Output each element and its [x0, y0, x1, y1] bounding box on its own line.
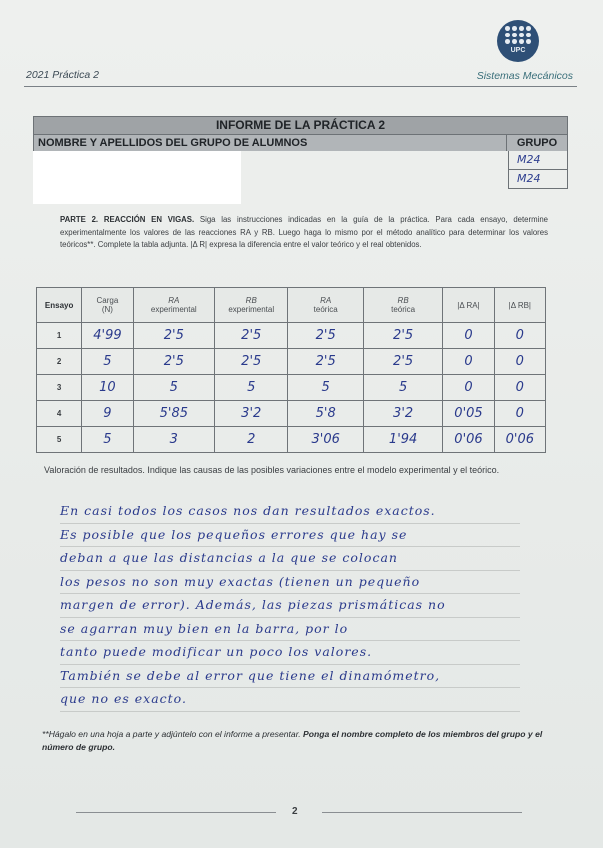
col-rb-exp: RB experimental	[215, 288, 288, 323]
answer-line: se agarran muy bien en la barra, por lo	[60, 618, 520, 642]
answer-line: deban a que las distancias a la que se colocan	[60, 547, 520, 571]
parte-2-title: PARTE 2. REACCIÓN EN VIGAS.	[60, 215, 195, 224]
upc-logo	[497, 20, 539, 62]
group-field-2[interactable]	[508, 170, 568, 189]
cell-rb-exp[interactable]: 2'5	[215, 349, 288, 375]
col-delta-ra: |Δ RA|	[443, 288, 494, 323]
footer-rule-left	[76, 812, 276, 813]
cell-dra[interactable]: 0'06	[443, 427, 494, 453]
answer-line: tanto puede modificar un poco los valores.	[60, 641, 520, 665]
footnote-bold: Ponga el nombre completo de los miembros del grupo y el número de grupo.	[42, 729, 543, 752]
cell-carga[interactable]: 5	[82, 427, 133, 453]
group-value: M24	[517, 172, 541, 185]
cell-rb-teo[interactable]: 2'5	[363, 349, 442, 375]
results-table	[36, 287, 546, 453]
table-header-row	[37, 288, 546, 323]
student-names-field[interactable]	[33, 151, 508, 189]
cell-dra[interactable]: 0'05	[443, 401, 494, 427]
ensayo-number: 5	[37, 427, 82, 453]
col-ra-exp: RA experimental	[133, 288, 214, 323]
ensayo-number: 2	[37, 349, 82, 375]
cell-rb-exp[interactable]: 2	[215, 427, 288, 453]
ensayo-number: 1	[37, 323, 82, 349]
cell-ra-teo[interactable]: 5'8	[288, 401, 363, 427]
logo-text: UPC	[510, 47, 526, 54]
cell-ra-exp[interactable]: 2'5	[133, 349, 214, 375]
ensayo-number: 4	[37, 401, 82, 427]
table-row	[37, 349, 546, 375]
ensayo-number: 3	[37, 375, 82, 401]
cell-carga[interactable]: 4'99	[82, 323, 133, 349]
answer-line: En casi todos los casos nos dan resultados exactos.	[60, 500, 520, 524]
cell-ra-exp[interactable]: 5'85	[133, 401, 214, 427]
cell-rb-teo[interactable]: 5	[363, 375, 442, 401]
header-course: 2021 Práctica 2	[26, 69, 99, 81]
cell-ra-teo[interactable]: 2'5	[288, 323, 363, 349]
cell-rb-teo[interactable]: 1'94	[363, 427, 442, 453]
col-ensayo: Ensayo	[37, 288, 82, 323]
group-header: GRUPO	[506, 135, 568, 151]
answer-line: margen de error). Además, las piezas prismáticas no	[60, 594, 520, 618]
cell-rb-teo[interactable]: 3'2	[363, 401, 442, 427]
cell-dra[interactable]: 0	[443, 375, 494, 401]
table-row	[37, 375, 546, 401]
answer-line: los pesos no son muy exactas (tienen un pequeño	[60, 571, 520, 595]
cell-drb[interactable]: 0	[494, 401, 545, 427]
cell-ra-exp[interactable]: 5	[133, 375, 214, 401]
valoracion-prompt: Valoración de resultados. Indique las causas de las posibles variaciones entre el modelo experimental y el teórico.	[44, 465, 500, 475]
cell-rb-exp[interactable]: 3'2	[215, 401, 288, 427]
group-column	[508, 151, 568, 189]
header-subject: Sistemas Mecánicos	[476, 70, 573, 82]
handwritten-answer[interactable]	[60, 500, 520, 712]
parte-2-instructions	[60, 214, 548, 252]
cell-ra-teo[interactable]: 2'5	[288, 349, 363, 375]
answer-line: que no es exacto.	[60, 688, 520, 712]
cell-ra-teo[interactable]: 3'06	[288, 427, 363, 453]
names-header-row	[33, 135, 568, 151]
cell-carga[interactable]: 5	[82, 349, 133, 375]
answer-line: También se debe al error que tiene el dinamómetro,	[60, 665, 520, 689]
answer-line: Es posible que los pequeños errores que hay se	[60, 524, 520, 548]
col-carga: Carga (N)	[82, 288, 133, 323]
table-row	[37, 323, 546, 349]
cell-rb-teo[interactable]: 2'5	[363, 323, 442, 349]
page-number: 2	[292, 806, 298, 817]
report-header-box	[33, 116, 568, 189]
names-header: NOMBRE Y APELLIDOS DEL GRUPO DE ALUMNOS	[33, 135, 506, 151]
group-field-1[interactable]	[508, 151, 568, 170]
names-area	[33, 151, 568, 189]
group-value: M24	[517, 153, 541, 166]
cell-drb[interactable]: 0	[494, 349, 545, 375]
cell-rb-exp[interactable]: 5	[215, 375, 288, 401]
col-rb-teo: RB teórica	[363, 288, 442, 323]
cell-ra-teo[interactable]: 5	[288, 375, 363, 401]
report-title: INFORME DE LA PRÁCTICA 2	[33, 116, 568, 135]
cell-rb-exp[interactable]: 2'5	[215, 323, 288, 349]
cell-dra[interactable]: 0	[443, 349, 494, 375]
cell-carga[interactable]: 10	[82, 375, 133, 401]
cell-drb[interactable]: 0	[494, 375, 545, 401]
cell-dra[interactable]: 0	[443, 323, 494, 349]
footer-rule-right	[322, 812, 522, 813]
cell-carga[interactable]: 9	[82, 401, 133, 427]
table-row	[37, 401, 546, 427]
footnote	[42, 728, 562, 754]
cell-drb[interactable]: 0	[494, 323, 545, 349]
cell-drb[interactable]: 0'06	[494, 427, 545, 453]
footnote-italic: **Hágalo en una hoja a parte y adjúntelo con el informe a presentar.	[42, 729, 301, 739]
table-row	[37, 427, 546, 453]
redacted-names-block	[33, 151, 241, 204]
col-delta-rb: |Δ RB|	[494, 288, 545, 323]
cell-ra-exp[interactable]: 2'5	[133, 323, 214, 349]
logo-dots-icon	[505, 26, 531, 44]
header-divider	[24, 86, 577, 87]
parte-2-text: Siga las instrucciones indicadas en la guía de la práctica. Para cada ensayo, determine experimentalmente los valores de las reacciones RA y RB. Luego haga lo mismo por el método analítico para determinar los valores teóricos**. Complete la tabla adjunta. |Δ R| expresa la diferencia entre el valor teórico y el real obtenidos.	[60, 215, 549, 250]
col-ra-teo: RA teórica	[288, 288, 363, 323]
cell-ra-exp[interactable]: 3	[133, 427, 214, 453]
